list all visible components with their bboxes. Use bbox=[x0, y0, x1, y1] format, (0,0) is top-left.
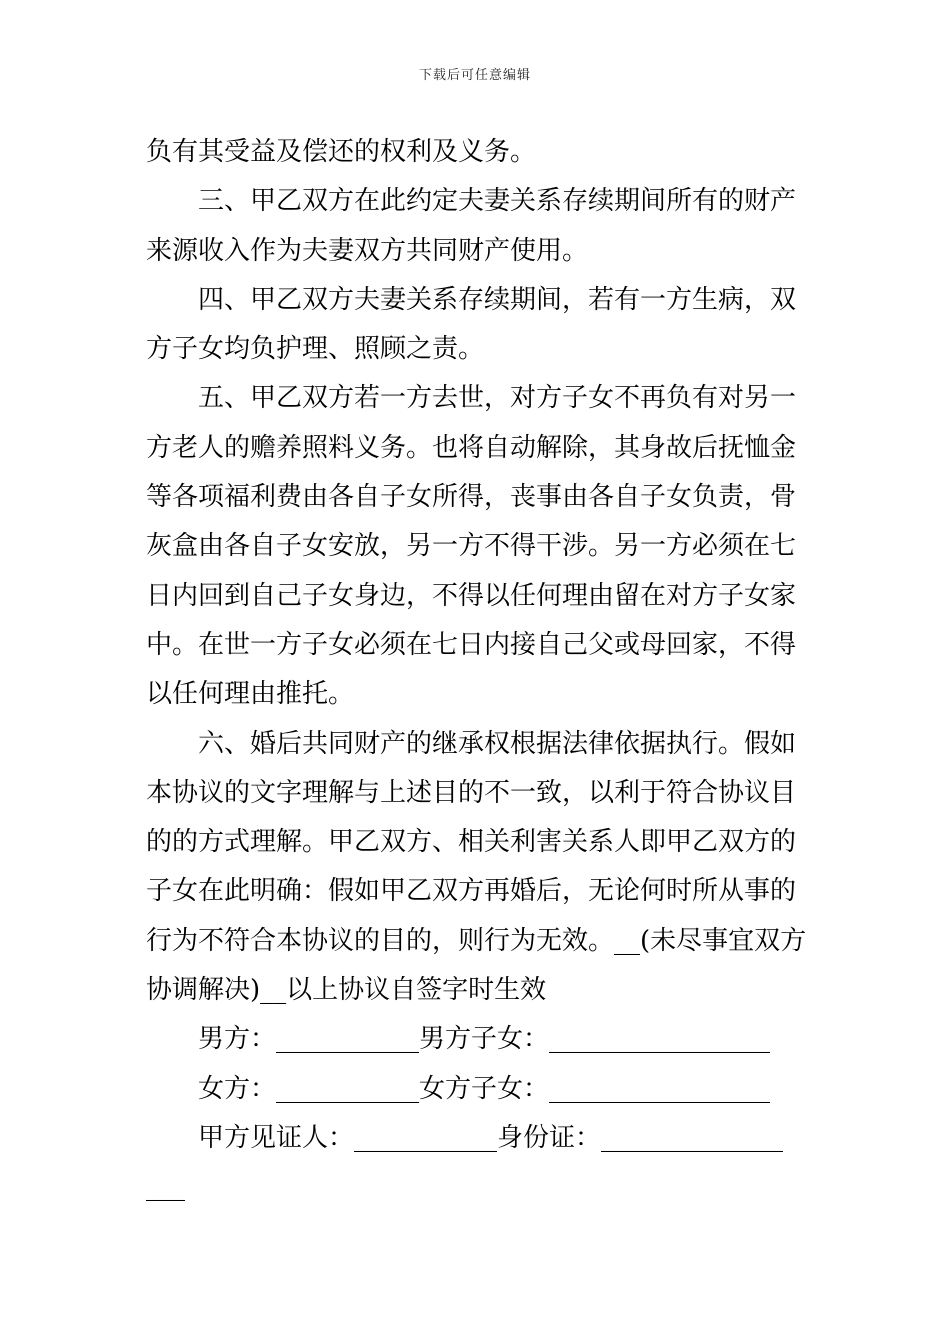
body-line: 等各项福利费由各自子女所得，丧事由各自子女负责，骨 bbox=[146, 482, 797, 513]
body-line: 日内回到自己子女身边，不得以任何理由留在对方子女家 bbox=[146, 580, 797, 611]
body-line: 五、甲乙双方若一方去世，对方子女不再负有对另一 bbox=[198, 383, 797, 414]
body-line: 行为不符合本协议的目的，则行为无效。__(未尽事宜双方 bbox=[146, 925, 807, 956]
body-line: 四、甲乙双方夫妻关系存续期间，若有一方生病，双 bbox=[198, 284, 797, 315]
body-line: 的的方式理解。甲乙双方、相关利害关系人即甲乙双方的 bbox=[146, 827, 797, 858]
body-line: 灰盒由各自子女安放，另一方不得干涉。另一方必须在七 bbox=[146, 531, 797, 562]
body-line: 以任何理由推托。 bbox=[146, 679, 355, 710]
body-line: 中。在世一方子女必须在七日内接自己父或母回家，不得 bbox=[146, 629, 797, 660]
body-line: 负有其受益及偿还的权利及义务。 bbox=[146, 137, 537, 167]
body-line: 协调解决)__以上协议自签字时生效 bbox=[146, 975, 547, 1006]
body-line: 方子女均负护理、照顾之责。 bbox=[146, 334, 485, 365]
body-line: 子女在此明确：假如甲乙双方再婚后，无论何时所从事的 bbox=[146, 876, 797, 907]
body-line: 三、甲乙双方在此约定夫妻关系存续期间所有的财产 bbox=[198, 186, 797, 217]
body-line: 本协议的文字理解与上述目的不一致，以利于符合协议目 bbox=[146, 777, 797, 808]
signature-line-female: 女方：___________女方子女：_________________ bbox=[198, 1073, 771, 1104]
signature-line-continuation: ___ bbox=[146, 1172, 185, 1203]
body-line: 来源收入作为夫妻双方共同财产使用。 bbox=[146, 235, 589, 266]
body-line: 六、婚后共同财产的继承权根据法律依据执行。假如 bbox=[198, 728, 797, 759]
page-header: 下载后可任意编辑 bbox=[418, 68, 531, 83]
document-body bbox=[146, 128, 814, 1213]
signature-line-witness: 甲方见证人：___________身份证：______________ bbox=[198, 1122, 784, 1153]
signature-line-male: 男方：___________男方子女：_________________ bbox=[198, 1024, 771, 1055]
body-line: 方老人的赡养照料义务。也将自动解除，其身故后抚恤金 bbox=[146, 432, 797, 463]
